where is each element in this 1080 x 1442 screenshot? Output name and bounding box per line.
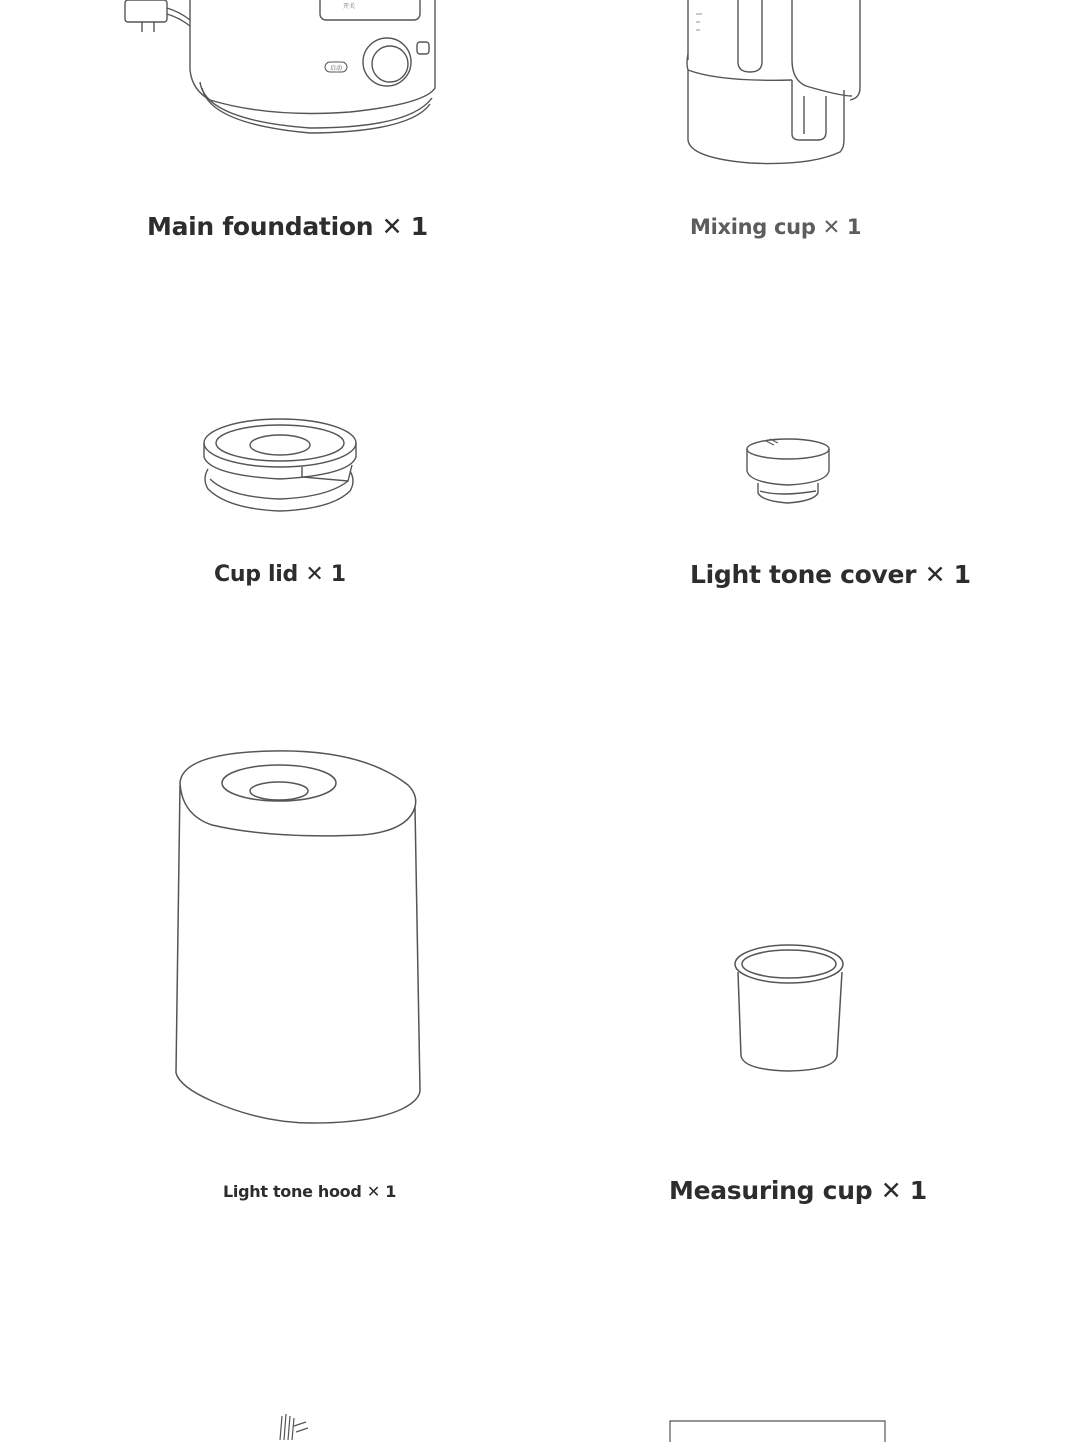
light-tone-hood-illustration xyxy=(172,745,424,1130)
label-measuring-cup xyxy=(669,1178,927,1203)
item-quantity: ✕ 1 xyxy=(822,215,862,239)
item-name: Main foundation xyxy=(147,212,374,241)
label-mixing-cup xyxy=(690,217,861,238)
item-quantity: ✕ 1 xyxy=(880,1176,927,1205)
item-name: Mixing cup xyxy=(690,215,816,239)
main-foundation-illustration xyxy=(110,0,450,140)
svg-text:启动: 启动 xyxy=(330,65,343,72)
item-quantity: ✕ 1 xyxy=(381,212,428,241)
measuring-cup-illustration xyxy=(732,940,846,1076)
item-name: Cup lid xyxy=(214,562,298,587)
item-quantity: ✕ 1 xyxy=(366,1182,397,1201)
box-illustration xyxy=(669,1420,887,1442)
mixing-cup-illustration xyxy=(680,0,880,175)
brush-illustration xyxy=(272,1410,316,1440)
item-name: Light tone hood xyxy=(223,1182,362,1201)
item-quantity: ✕ 1 xyxy=(924,560,971,589)
label-light-tone-hood xyxy=(223,1184,396,1200)
light-tone-cover-illustration xyxy=(740,433,836,507)
panel-text-1: 开关 xyxy=(343,3,356,10)
label-cup-lid xyxy=(214,564,346,586)
item-name: Light tone cover xyxy=(690,560,917,589)
label-main-foundation xyxy=(147,214,428,239)
start-button-shape xyxy=(325,62,347,72)
item-name: Measuring cup xyxy=(669,1176,873,1205)
cup-lid-illustration xyxy=(198,415,363,517)
label-light-tone-cover xyxy=(690,562,971,587)
item-quantity: ✕ 1 xyxy=(305,562,346,587)
